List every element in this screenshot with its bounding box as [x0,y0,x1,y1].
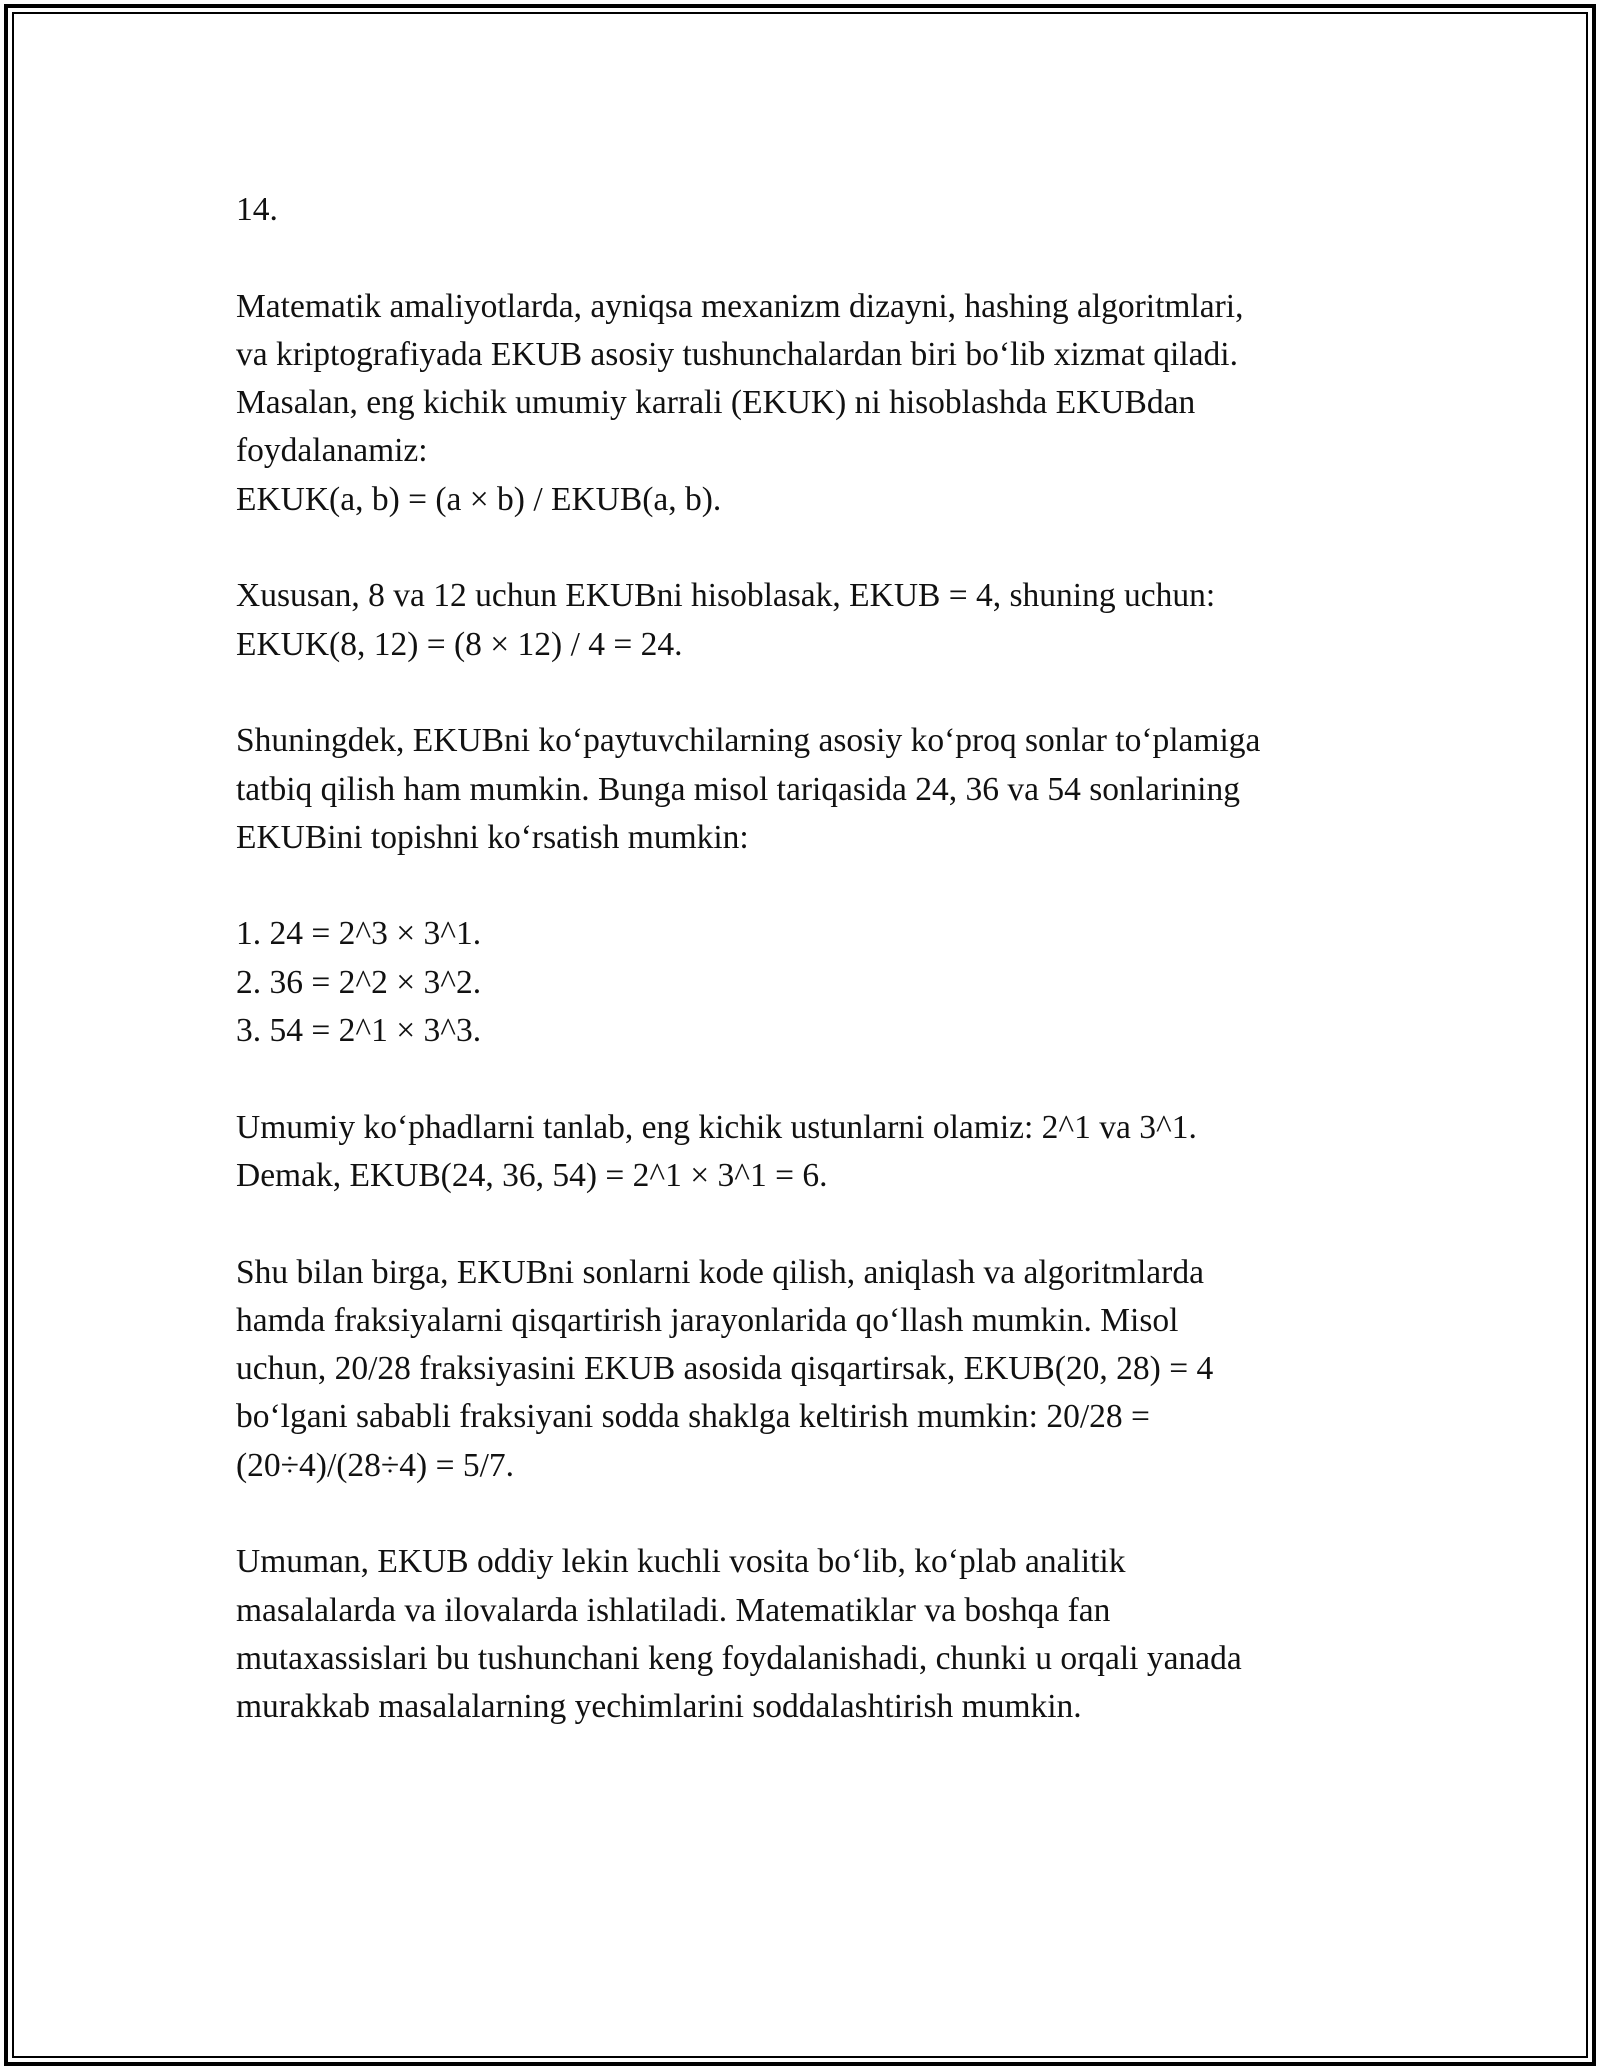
formula-line: EKUK(a, b) = (a × b) / EKUB(a, b). [236,480,722,518]
list-item: 2. 36 = 2^2 × 3^2. [236,963,482,1001]
paragraph-gap [236,669,1366,717]
paragraph-gap [236,862,1366,910]
factorization-list [236,910,1366,1055]
text-line: Shuningdek, EKUBni ko‘paytuvchilarning asosiy ko‘proq sonlar to‘plamiga [236,722,1261,760]
page-heading: 14. [236,191,278,228]
paragraph-gap [236,1055,1366,1103]
paragraph-ekuk-intro [236,283,1366,524]
paragraph-conclusion [236,1538,1366,1731]
paragraph-gap [236,1200,1366,1248]
paragraph-gap [236,524,1366,572]
text-line: Umumiy ko‘phadlarni tanlab, eng kichik ustunlarni olamiz: 2^1 va 3^1. [236,1108,1197,1146]
paragraph-ekub-result [236,1104,1366,1201]
paragraph-gap [236,1490,1366,1538]
text-line: foydalanamiz: [236,432,428,470]
text-line: uchun, 20/28 fraksiyasini EKUB asosida qisqartirsak, EKUB(20, 28) = 4 [236,1350,1214,1388]
text-line: Matematik amaliyotlarda, ayniqsa mexanizm dizayni, hashing algoritmlari, [236,287,1244,325]
text-line: EKUBini topishni ko‘rsatish mumkin: [236,818,749,856]
text-line: Shu bilan birga, EKUBni sonlarni kode qilish, aniqlash va algoritmlarda [236,1253,1204,1291]
text-line: tatbiq qilish ham mumkin. Bunga misol tariqasida 24, 36 va 54 sonlarining [236,770,1240,808]
text-line: hamda fraksiyalarni qisqartirish jarayonlarida qo‘llash mumkin. Misol [236,1301,1179,1339]
text-line: Masalan, eng kichik umumiy karrali (EKUK) ni hisoblashda EKUBdan [236,384,1196,422]
paragraph-fraction-reduction [236,1249,1366,1490]
formula-line: (20÷4)/(28÷4) = 5/7. [236,1446,515,1484]
text-line: Xususan, 8 va 12 uchun EKUBni hisoblasak, EKUB = 4, shuning uchun: [236,577,1216,615]
formula-line: Demak, EKUB(24, 36, 54) = 2^1 × 3^1 = 6. [236,1156,828,1194]
text-line: va kriptografiyada EKUB asosiy tushunchalardan biri bo‘lib xizmat qiladi. [236,335,1238,373]
text-line: bo‘lgani sababli fraksiyani sodda shaklga keltirish mumkin: 20/28 = [236,1398,1150,1436]
formula-line: EKUK(8, 12) = (8 × 12) / 4 = 24. [236,625,683,663]
list-item: 3. 54 = 2^1 × 3^3. [236,1012,482,1050]
paragraph-example-8-12 [236,572,1366,669]
paragraph-gap [236,234,1366,282]
list-item: 1. 24 = 2^3 × 3^1. [236,915,482,953]
paragraph-prime-factors-intro [236,717,1366,862]
document-body [236,186,1366,1732]
text-line: murakkab masalalarning yechimlarini soddalashtirish mumkin. [236,1688,1082,1726]
text-line: mutaxassislari bu tushunchani keng foydalanishadi, chunki u orqali yanada [236,1639,1242,1677]
text-line: Umuman, EKUB oddiy lekin kuchli vosita bo‘lib, ko‘plab analitik [236,1543,1126,1581]
text-line: masalalarda va ilovalarda ishlatiladi. Matematiklar va boshqa fan [236,1591,1111,1629]
